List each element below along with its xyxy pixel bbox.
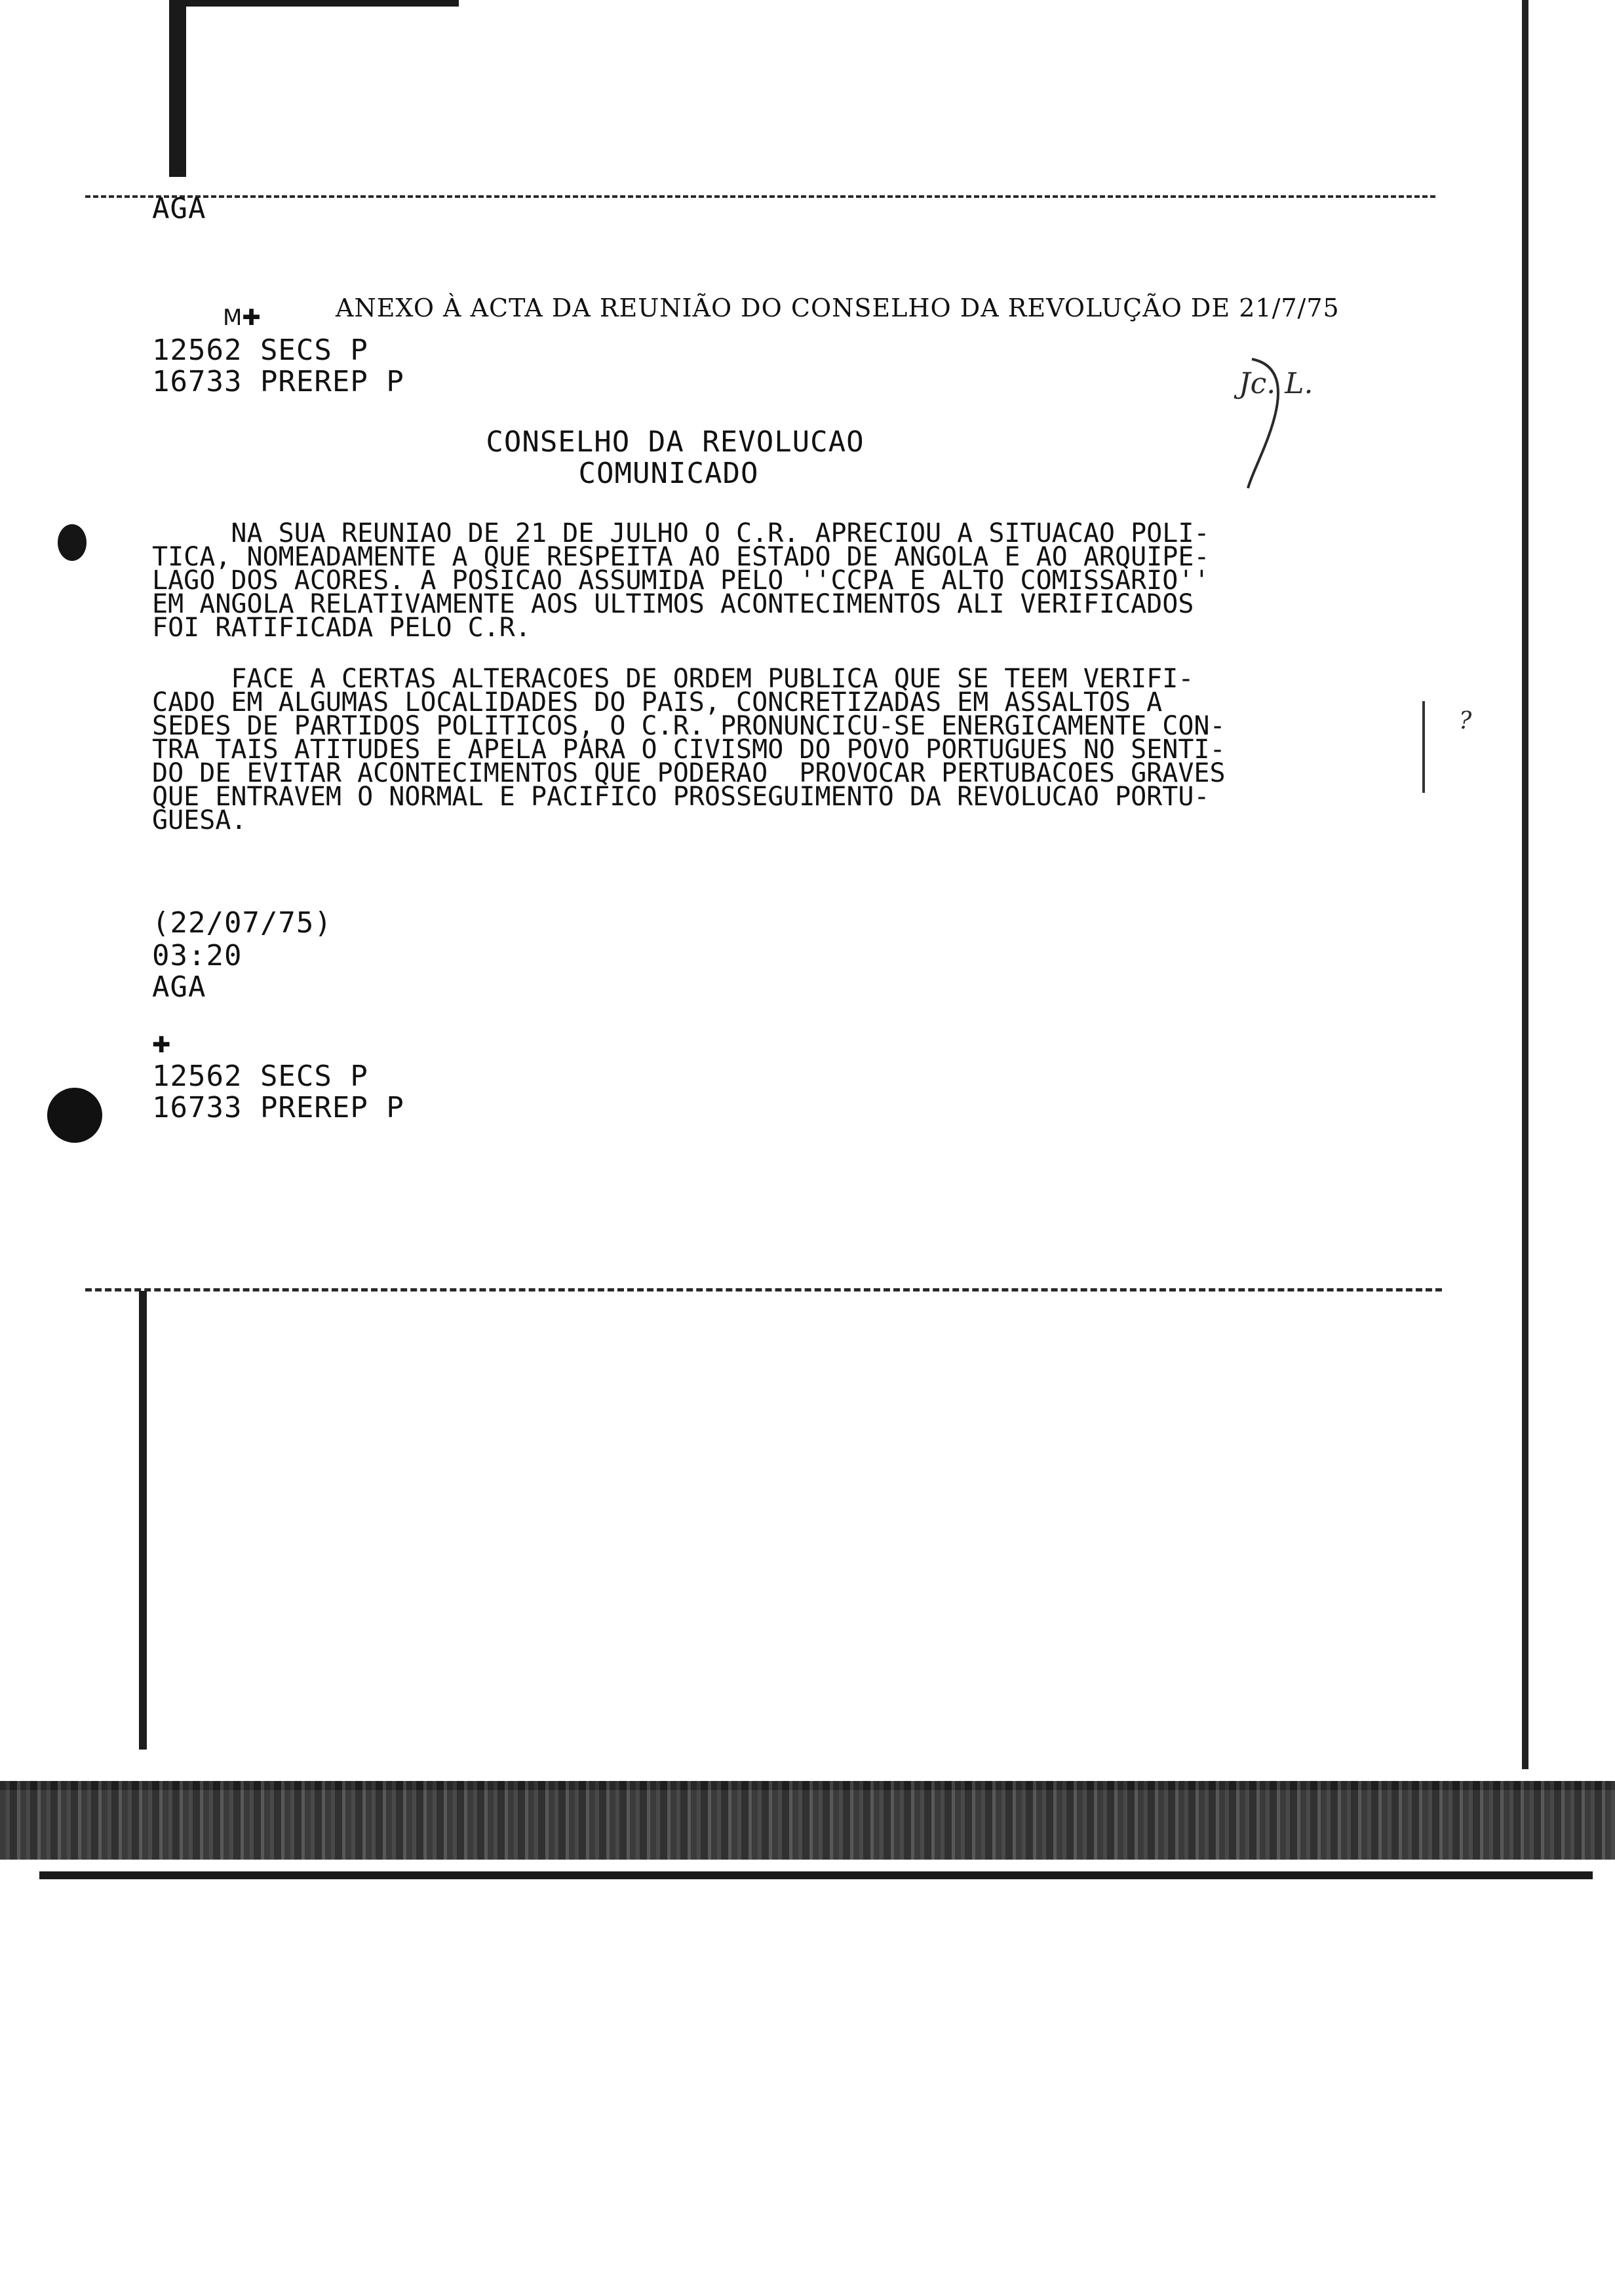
paragraph-1-line: EM ANGOLA RELATIVAMENTE AOS ULTIMOS ACONTECIMENTOS ALI VERIFICADOS [152, 589, 1194, 619]
address-line-2: 16733 PREREP P [152, 365, 404, 398]
annex-title: ANEXO À ACTA DA REUNIÃO DO CONSELHO DA REVOLUÇÃO DE 21/7/75 [336, 294, 1340, 322]
tear-line-lower [85, 1288, 1442, 1294]
communique-issuer: CONSELHO DA REVOLUCAO [486, 425, 865, 459]
annex-marker [223, 307, 261, 329]
communique-paragraph-2 [152, 664, 1226, 835]
scan-left-bar-top [169, 0, 186, 177]
footer-address-line-2: 16733 PREREP P [152, 1091, 404, 1124]
footer-address-line-1: 12562 SECS P [152, 1060, 368, 1093]
communique-title: COMUNICADO [578, 457, 759, 490]
sender-code-bottom: AGA [152, 970, 206, 1004]
scan-noise-band [0, 1781, 1615, 1860]
signature-stroke [1232, 354, 1311, 491]
cross-symbol-icon: ✚ [152, 1032, 171, 1058]
paragraph-1-line: TICA, NOMEADAMENTE A QUE RESPEITA AO ESTADO DE ANGOLA E AO ARQUIPE- [152, 542, 1210, 572]
tear-line-upper [85, 195, 1435, 201]
handwritten-initials: Jc. L. [1239, 367, 1313, 400]
margin-question-mark: ? [1459, 708, 1472, 735]
margin-bracket-mark [1422, 701, 1425, 793]
scan-right-edge [1522, 0, 1528, 1769]
paragraph-2-line: TRA TAIS ATITUDES E APELA PARA O CIVISMO DO POVO PORTUGUES NO SENTI- [152, 735, 1226, 765]
address-line-1: 12562 SECS P [152, 334, 368, 367]
paragraph-2-line: FACE A CERTAS ALTERACOES DE ORDEM PUBLICA QUE SE TEEM VERIFI- [152, 664, 1194, 694]
scan-top-rule [177, 0, 459, 7]
scan-left-bar-bottom [139, 1291, 147, 1750]
paragraph-2-line: GUESA. [152, 805, 247, 835]
punch-hole-lower [47, 1088, 102, 1143]
cross-symbol-icon: ✚ [242, 305, 261, 331]
transmission-date: (22/07/75) [152, 906, 332, 940]
paragraph-2-line: DO DE EVITAR ACONTECIMENTOS QUE PODERAO PROVOCAR PERTUBACOES GRAVES [152, 758, 1226, 788]
paragraph-1-line: FOI RATIFICADA PELO C.R. [152, 613, 531, 643]
transmission-time: 03:20 [152, 939, 243, 972]
punch-hole-upper [58, 524, 87, 561]
paragraph-2-line: QUE ENTRAVEM O NORMAL E PACIFICO PROSSEGUIMENTO DA REVOLUCAO PORTU- [152, 782, 1210, 812]
annex-marker-letter: M [223, 305, 243, 331]
paragraph-2-line: CADO EM ALGUMAS LOCALIDADES DO PAIS, CONCRETIZADAS EM ASSALTOS A [152, 687, 1163, 718]
paragraph-2-line: SEDES DE PARTIDOS POLITICOS, O C.R. PRONUNCICU-SE ENERGICAMENTE CON- [152, 711, 1226, 741]
paragraph-1-line: NA SUA REUNIAO DE 21 DE JULHO O C.R. APRECIOU A SITUACAO POLI- [152, 518, 1210, 548]
sender-code-top: AGA [152, 192, 206, 225]
communique-paragraph-1 [152, 518, 1210, 643]
scan-bottom-rule [39, 1871, 1593, 1879]
paragraph-1-line: LAGO DOS ACORES. A POSICAO ASSUMIDA PELO ''CCPA E ALTO COMISSARIO'' [152, 565, 1210, 596]
